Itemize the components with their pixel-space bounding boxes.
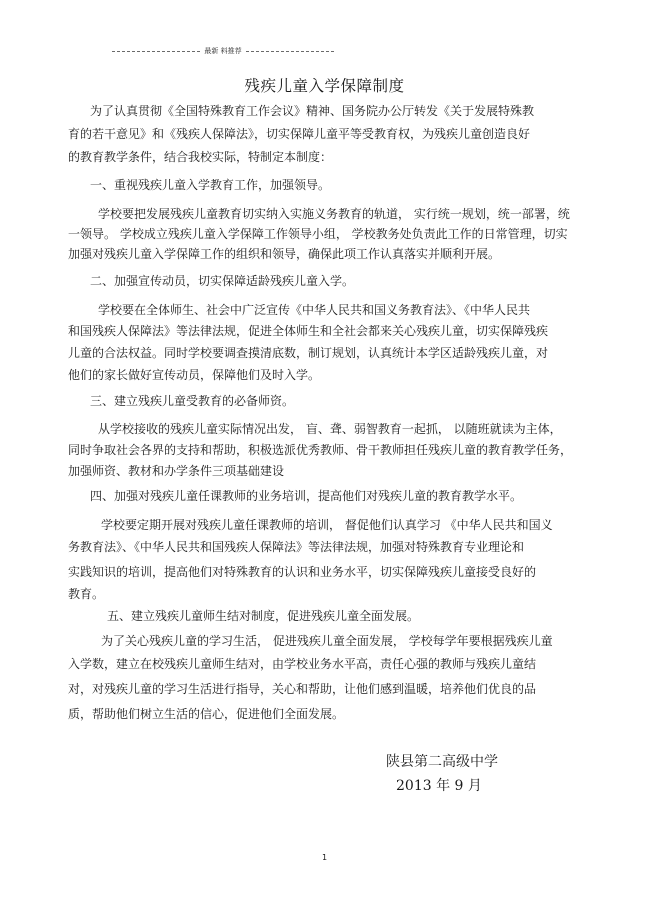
- body-line: 他们的家长做好宣传动员，保障他们及时入学。: [68, 368, 321, 382]
- body-line: 教育。: [68, 587, 105, 601]
- signature-date: 2013 年 9 月: [396, 778, 482, 794]
- header-label: 最新 料推荐: [204, 47, 242, 55]
- section-heading: 四、加强对残疾儿童任课教师的业务培训，提高他们对残疾儿童的教育教学水平。: [90, 489, 523, 503]
- header-rule-right: [246, 51, 334, 52]
- document-title: 残疾儿童入学保障制度: [244, 77, 405, 95]
- body-line: 加强对残疾儿童入学保障工作的组织和领导，确保此项工作认真落实并顺利开展。: [68, 247, 501, 261]
- body-line: 育的若干意见》和《残疾人保障法》，切实保障儿童平等受教育权，为残疾儿童创造良好: [68, 127, 531, 141]
- page-number: 1: [321, 853, 328, 862]
- body-line: 实践知识的培训，提高他们对特殊教育的认识和业务水平，切实保障残疾儿童接受良好的: [68, 565, 537, 579]
- body-line: 和国残疾人保障法》等法律法规，促进全体师生和全社会都来关心残疾儿童，切实保障残疾: [68, 324, 549, 338]
- section-heading: 二、加强宣传动员，切实保障适龄残疾儿童入学。: [90, 274, 355, 288]
- body-line: 学校要把发展残疾儿童教育切实纳入实施义务教育的轨道， 实行统一规划，统一部署，统: [98, 207, 570, 221]
- section-heading: 三、建立残疾儿童受教育的必备师资。: [90, 394, 295, 408]
- body-line: 务教育法》、《中华人民共和国残疾人保障法》等法律法规，加强对特殊教育专业理论和: [68, 540, 525, 554]
- body-line: 对，对残疾儿童的学习生活进行指导，关心和帮助，让他们感到温暖，培养他们优良的品: [68, 682, 537, 696]
- body-line: 入学数，建立在校残疾儿童师生结对，由学校业务水平高，责任心强的教师与残疾儿童结: [68, 657, 537, 671]
- body-line: 为了认真贯彻《全国特殊教育工作会议》精神、国务院办公厅转发《关于发展特殊教: [90, 104, 535, 118]
- section-heading: 五、建立残疾儿童师生结对制度，促进残疾儿童全面发展。: [107, 609, 420, 623]
- body-line: 加强师资、教材和办学条件三项基础建设: [68, 464, 285, 478]
- body-line: 从学校接收的残疾儿童实际情况出发， 盲、聋、弱智教育一起抓， 以随班就读为主体，: [98, 422, 562, 436]
- signature-school: 陕县第二高级中学: [386, 754, 498, 770]
- body-line: 学校要在全体师生、社会中广泛宣传《中华人民共和国义务教育法》、《中华人民共: [98, 303, 531, 317]
- page-header: [112, 44, 334, 58]
- section-heading: 一、重视残疾儿童入学教育工作，加强领导。: [90, 178, 331, 192]
- body-line: 同时争取社会各界的支持和帮助，积极选派优秀教师、骨干教师担任残疾儿童的教育教学任务，: [68, 443, 573, 457]
- body-line: 一领导。 学校成立残疾儿童入学保障工作领导小组， 学校教务处负责此工作的日常管理，切实: [68, 227, 568, 241]
- body-line: 儿童的合法权益。同时学校要调查摸清底数，制订规划，认真统计本学区适龄残疾儿童，对: [68, 346, 549, 360]
- body-line: 为了关心残疾儿童的学习生活， 促进残疾儿童全面发展， 学校每学年要根据残疾儿童: [101, 634, 553, 648]
- body-line: 学校要定期开展对残疾儿童任课教师的培训， 督促他们认真学习 《中华人民共和国义: [101, 518, 553, 532]
- body-line: 的教育教学条件，结合我校实际，特制定本制度：: [68, 150, 333, 164]
- body-line: 质，帮助他们树立生活的信心，促进他们全面发展。: [68, 707, 345, 721]
- header-rule-left: [112, 51, 200, 52]
